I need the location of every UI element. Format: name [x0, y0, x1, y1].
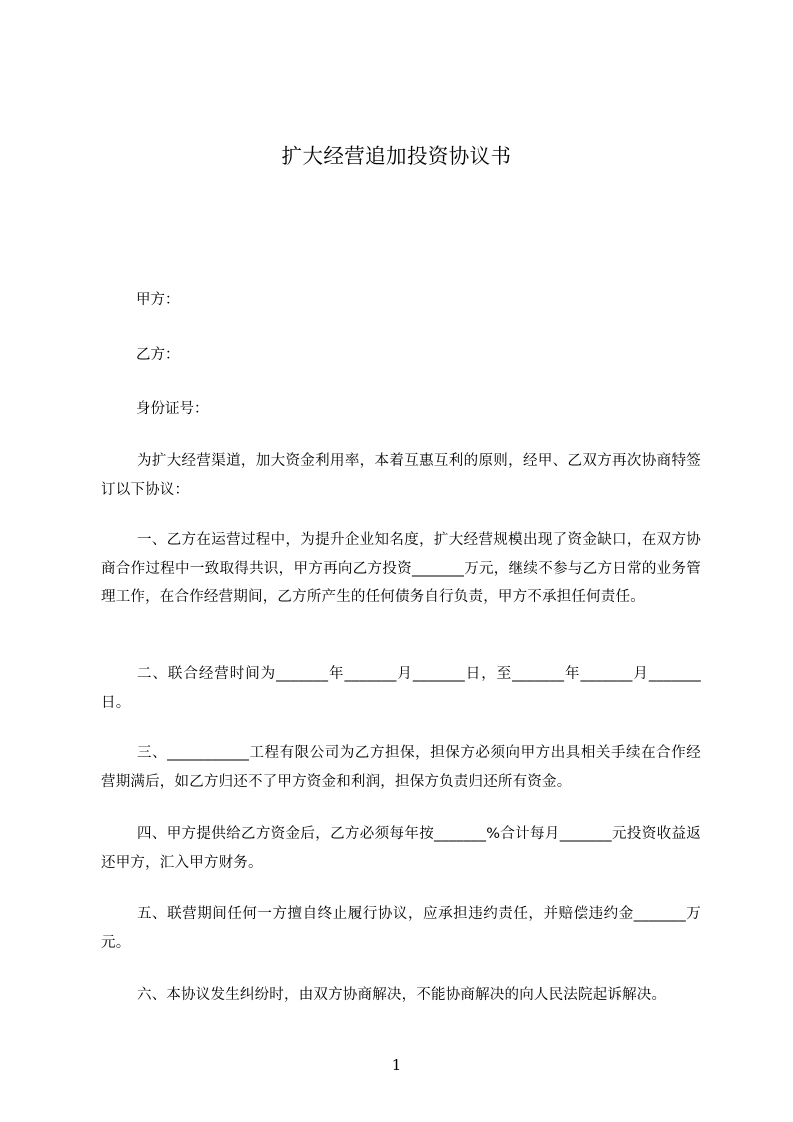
page-number: 1: [391, 1056, 402, 1074]
document-title: 扩大经营追加投资协议书: [281, 144, 512, 168]
intro-paragraph: 为扩大经营渠道，加大资金利用率，本着互惠互利的原则，经甲、乙双方再次协商特签订以下协议：: [101, 453, 701, 498]
clause-5: 五、联营期间任何一方擅自终止履行协议，应承担违约责任，并赔偿违约金_______万元。: [101, 906, 701, 951]
clause-3: 三、___________工程有限公司为乙方担保，担保方必须向甲方出具相关手续在合作经营期满后，如乙方归还不了甲方资金和利润，担保方负责归还所有资金。: [101, 745, 701, 790]
clause-2: 二、联合经营时间为_______年_______月_______日，至_______年_______月_______日。: [101, 666, 701, 711]
id-number-field: 身份证号：: [136, 401, 209, 417]
clause-4: 四、甲方提供给乙方资金后，乙方必须每年按_______%合计每月_______元投资收益返还甲方，汇入甲方财务。: [101, 826, 701, 871]
party-a-field: 甲方：: [136, 292, 180, 308]
party-b-field: 乙方：: [136, 347, 180, 363]
clause-6: 六、本协议发生纠纷时，由双方协商解决，不能协商解决的向人民法院起诉解决。: [137, 987, 667, 1003]
clause-1: 一、乙方在运营过程中，为提升企业知名度，扩大经营规模出现了资金缺口，在双方协商合作过程中一致取得共识，甲方再向乙方投资_______万元，继续不参与乙方日常的业务管理工作，在合作经营期间，乙方所产生的任何债务自行负责，甲方不承担任何责任。: [101, 532, 701, 605]
